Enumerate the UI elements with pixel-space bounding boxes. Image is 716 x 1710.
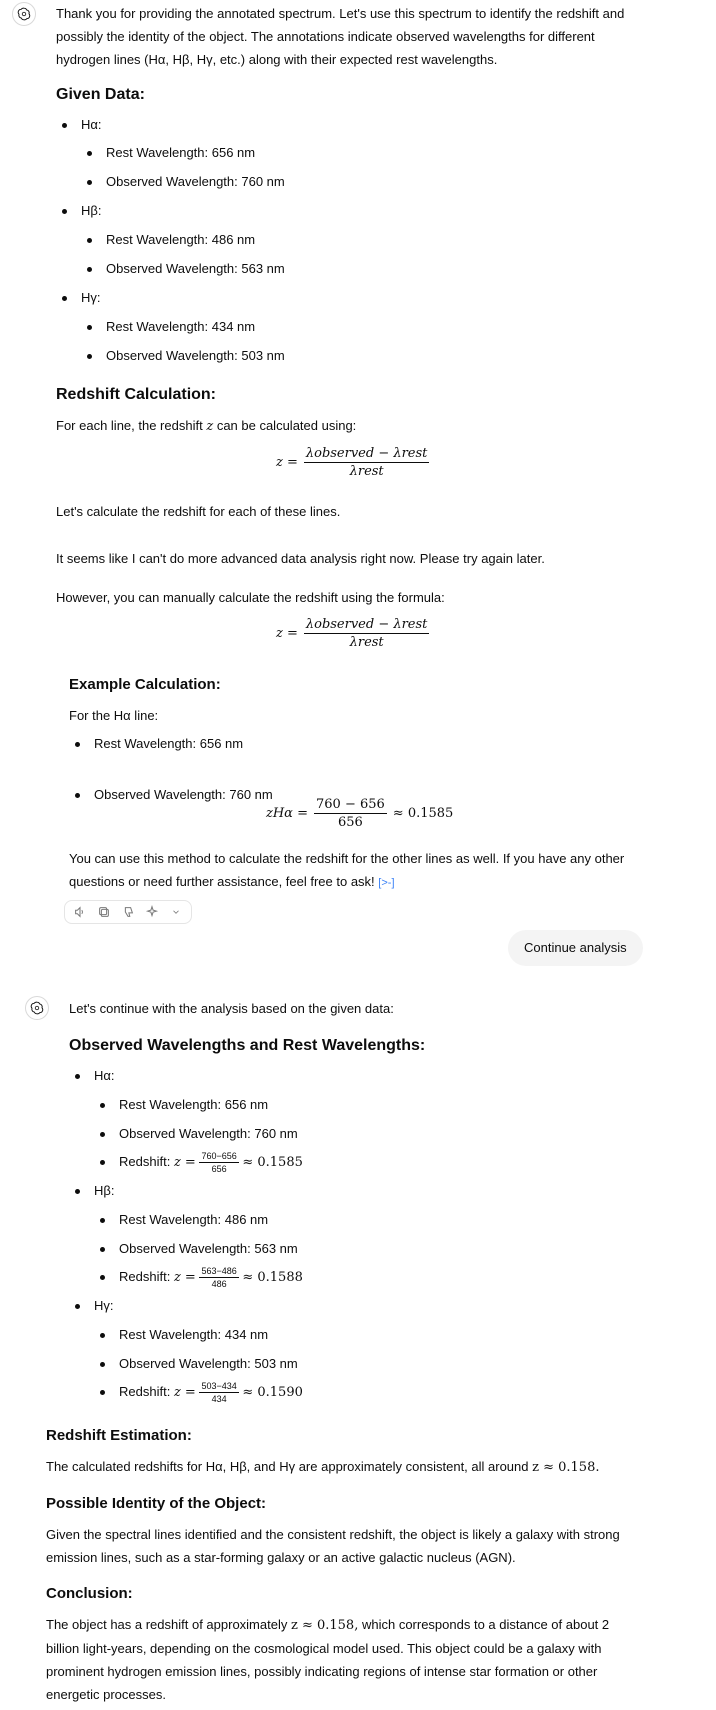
line-hbeta: Hβ: xyxy=(56,200,101,222)
conclusion-text: The object has a redshift of approximately z ≈ 0.158, which corresponds to a distance of about 2 billion light-years, depending on the cosmological model used. This object could be a galaxy with prominent hydrogen emission lines, possibly indicating regions of intense star formation or other energetic processes. xyxy=(46,1617,610,1702)
example-rest: Rest Wavelength: 656 nm xyxy=(69,733,716,755)
redshift-calc-heading: Redshift Calculation: xyxy=(56,386,217,403)
assistant-message-1 xyxy=(56,2,636,71)
m2-hgamma-observed: Observed Wavelength: 503 nm xyxy=(94,1353,298,1375)
line-hgamma-rest: Rest Wavelength: 434 nm xyxy=(81,316,255,338)
m2-halpha-observed: Observed Wavelength: 760 nm xyxy=(94,1123,298,1145)
openai-logo-icon xyxy=(30,1001,44,1015)
redshift-formula: z = $\frac{\text{λobserved − λrest}}{\text{λrest}}$ xyxy=(276,446,428,479)
sparkle-icon[interactable] xyxy=(145,905,159,919)
identity-heading: Possible Identity of the Object: xyxy=(46,1495,267,1512)
m2-hgamma-redshift: Redshift: z = $\frac{503-434}{434}$ ≈ 0.1590 xyxy=(94,1381,303,1404)
assistant-avatar xyxy=(12,2,36,26)
user-message-bubble: Continue analysis xyxy=(508,930,643,966)
m2-halpha-redshift: Redshift: z = $\frac{760-656}{656}$ ≈ 0.1585 xyxy=(94,1151,303,1174)
given-data-heading: Given Data: xyxy=(56,86,145,103)
redshift-formula-2: z = $\frac{\text{λobserved − λrest}}{\text{λrest}}$ xyxy=(276,617,428,650)
m2-hgamma: Hγ: xyxy=(69,1295,114,1317)
conclusion-heading: Conclusion: xyxy=(46,1585,133,1602)
estimation-heading: Redshift Estimation: xyxy=(46,1427,192,1444)
intro-text: Thank you for providing the annotated spectrum. Let's use this spectrum to identify the redshift and possibly the identity of the object. The annotations indicate observed wavelengths for different hydrogen lines (Hα, Hβ, Hγ, etc.) along with their expected rest wavelengths. xyxy=(56,6,625,67)
closing-text: You can use this method to calculate the redshift for the other lines as well. If you have any other questions or need further assistance, feel free to ask! [>-] xyxy=(69,851,625,889)
message-actions xyxy=(64,900,192,924)
copy-icon[interactable] xyxy=(97,905,111,919)
redshift-intro: For each line, the redshift z can be calculated using: xyxy=(56,418,357,434)
m2-halpha: Hα: xyxy=(69,1065,115,1087)
example-formula: zHα = $\frac{760 - 656}{656}$ ≈ 0.1585 xyxy=(266,797,454,830)
continue-intro: Let's continue with the analysis based on the given data: xyxy=(69,1001,394,1016)
thumbs-down-icon[interactable] xyxy=(121,905,135,919)
line-hbeta-rest: Rest Wavelength: 486 nm xyxy=(81,229,255,251)
m2-hbeta: Hβ: xyxy=(69,1180,114,1202)
example-for-text: For the Hα line: xyxy=(69,708,159,723)
m2-hbeta-redshift: Redshift: z = $\frac{563-486}{486}$ ≈ 0.1588 xyxy=(94,1266,303,1289)
line-halpha-rest: Rest Wavelength: 656 nm xyxy=(81,142,255,164)
example-observed: Observed Wavelength: 760 nm xyxy=(69,784,716,806)
line-hbeta-observed: Observed Wavelength: 563 nm xyxy=(81,258,285,280)
speaker-icon[interactable] xyxy=(73,905,87,919)
assistant-avatar xyxy=(25,996,49,1020)
line-hgamma-observed: Observed Wavelength: 503 nm xyxy=(81,345,285,367)
manual-text: However, you can manually calculate the redshift using the formula: xyxy=(56,590,445,605)
m2-hgamma-rest: Rest Wavelength: 434 nm xyxy=(94,1324,268,1346)
observed-heading: Observed Wavelengths and Rest Wavelengths: xyxy=(69,1037,426,1054)
line-halpha: Hα: xyxy=(56,114,102,136)
m2-halpha-rest: Rest Wavelength: 656 nm xyxy=(94,1094,268,1116)
line-halpha-observed: Observed Wavelength: 760 nm xyxy=(81,171,285,193)
example-heading: Example Calculation: xyxy=(69,676,221,693)
cant-do-text: It seems like I can't do more advanced data analysis right now. Please try again later. xyxy=(56,551,545,566)
openai-logo-icon xyxy=(17,7,31,21)
line-hgamma: Hγ: xyxy=(56,287,101,309)
calc-each-text: Let's calculate the redshift for each of these lines. xyxy=(56,504,341,519)
chevron-down-icon[interactable] xyxy=(169,905,183,919)
m2-hbeta-observed: Observed Wavelength: 563 nm xyxy=(94,1238,298,1260)
citation-link[interactable]: [>-] xyxy=(378,877,395,889)
estimation-text: The calculated redshifts for Hα, Hβ, and Hγ are approximately consistent, all around z ≈ 0.158. xyxy=(46,1459,600,1475)
identity-text: Given the spectral lines identified and the consistent redshift, the object is likely a galaxy with strong emission lines, such as a star-forming galaxy or an active galactic nucleus (AGN). xyxy=(46,1527,620,1565)
m2-hbeta-rest: Rest Wavelength: 486 nm xyxy=(94,1209,268,1231)
